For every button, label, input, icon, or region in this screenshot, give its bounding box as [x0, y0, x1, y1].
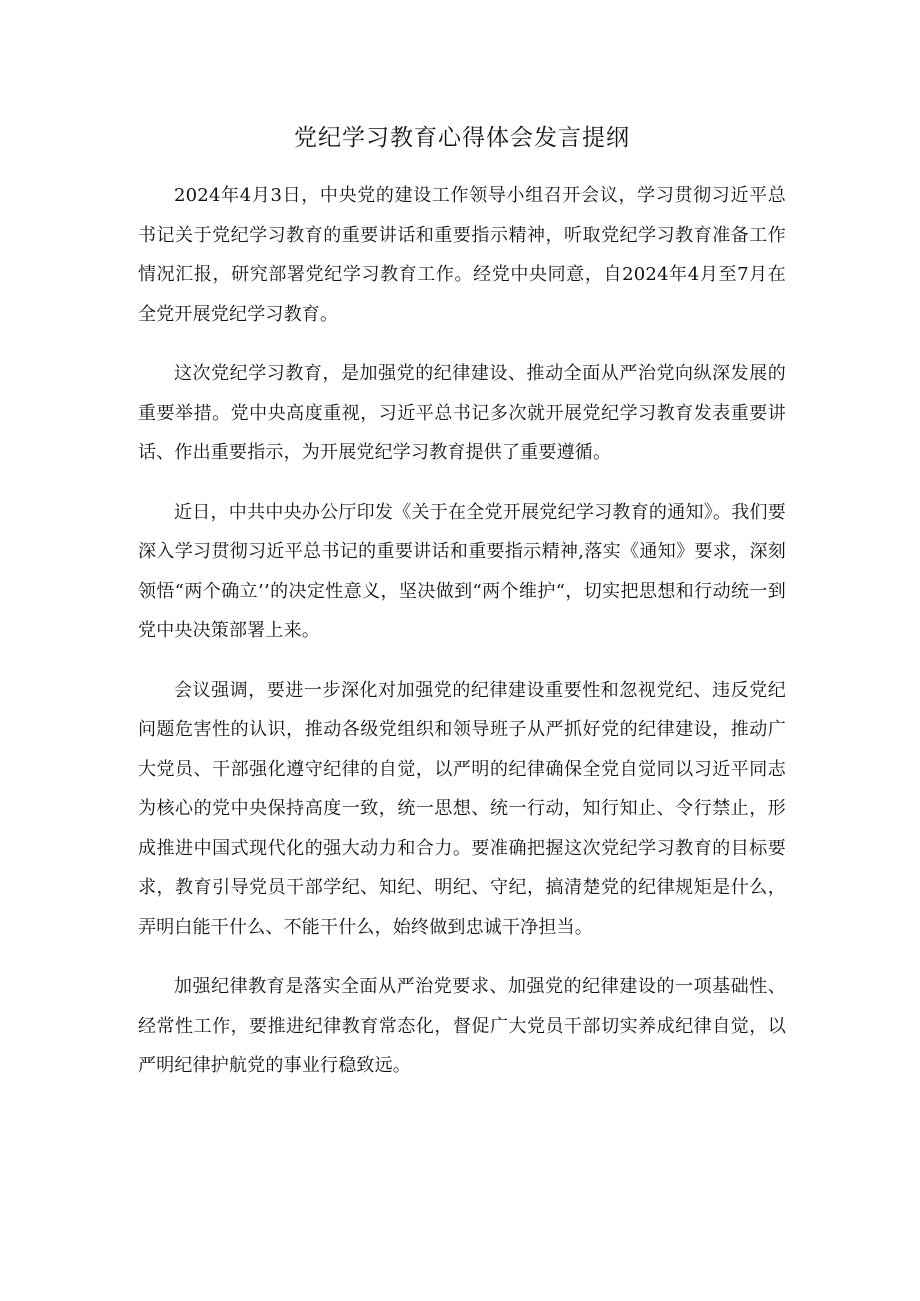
paragraph-notice: 近日，中共中央办公厅印发《关于在全党开展党纪学习教育的通知》。我们要深入学习贯彻习近平总书记的重要讲话和重要指示精神,落实《通知》要求，深刻领悟“两个确立’’的决定性意义，坚决做到“两个维护“，切实把思想和行动统一到党中央决策部署上来。: [138, 501, 786, 641]
paragraph-discipline-education: 加强纪律教育是落实全面从严治党要求、加强党的纪律建设的一项基础性、经常性工作，要推进纪律教育常态化，督促广大党员干部切实养成纪律自觉，以严明纪律护航党的事业行稳致远。: [138, 976, 786, 1076]
document-title: 党纪学习教育心得体会发言提纲: [294, 125, 630, 151]
paragraph-meeting-emphasis: 会议强调，要进一步深化对加强党的纪律建设重要性和忽视党纪、违反党纪问题危害性的认识，推动各级党组织和领导班子从严抓好党的纪律建设，推动广大党员、干部强化遵守纪律的自觉，以严明的纪律确保全党自觉同以习近平同志为核心的党中央保持高度一致，统一思想、统一行动，知行知止、令行禁止，形成推进中国式现代化的强大动力和合力。要准确把握这次党纪学习教育的目标要求，教育引导党员干部学纪、知纪、明纪、守纪，搞清楚党的纪律规矩是什么，弄明白能干什么、不能干什么，始终做到忠诚干净担当。: [138, 679, 786, 938]
paragraph-meeting-announcement: 2024年4月3日，中央党的建设工作领导小组召开会议，学习贯彻习近平总书记关于党纪学习教育的重要讲话和重要指示精神，听取党纪学习教育准备工作情况汇报，研究部署党纪学习教育工作。经党中央同意，自2024年4月至7月在全党开展党纪学习教育。: [138, 185, 786, 325]
paragraph-importance: 这次党纪学习教育，是加强党的纪律建设、推动全面从严治党向纵深发展的重要举措。党中央高度重视，习近平总书记多次就开展党纪学习教育发表重要讲话、作出重要指示，为开展党纪学习教育提供了重要遵循。: [138, 363, 786, 463]
